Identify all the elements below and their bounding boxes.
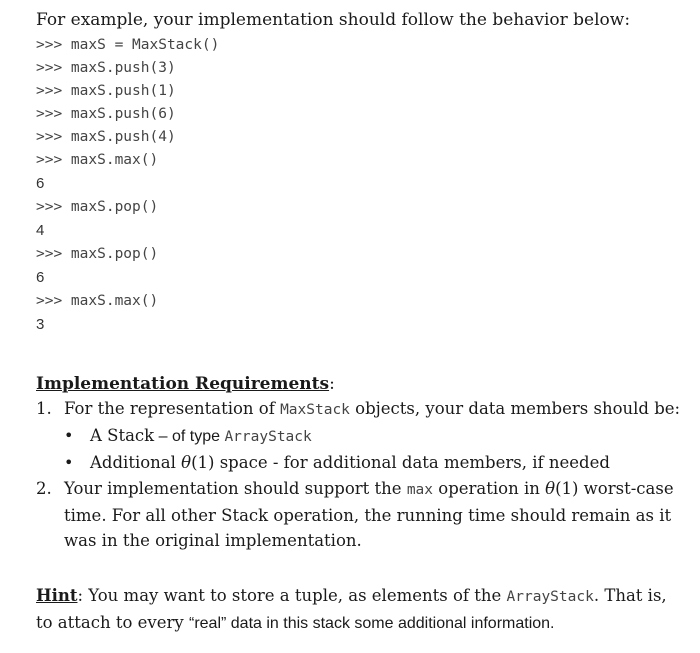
req2-code: max	[406, 482, 434, 498]
requirement-item-2	[36, 476, 686, 553]
hint-paragraph	[36, 583, 686, 636]
console-output: 3	[36, 316, 45, 333]
console-output: 4	[36, 222, 45, 239]
item-number: 1.	[36, 399, 52, 418]
requirement-item-1	[36, 396, 686, 476]
console-line: >>> maxS.pop()	[36, 199, 159, 215]
hint-code: ArrayStack	[506, 589, 594, 605]
requirements-section	[36, 372, 686, 553]
console-line: >>> maxS = MaxStack()	[36, 37, 220, 53]
req2-text-mid: operation in	[433, 479, 546, 498]
req2-text-post: worst-case time. For all other Stack operation, the running time should remain as it was in the original implementation.	[64, 479, 674, 550]
req2-text-pre: Your implementation should support the	[64, 479, 407, 498]
console-line: >>> maxS.push(3)	[36, 60, 176, 76]
intro-text: For example, your implementation should follow the behavior below:	[36, 10, 631, 30]
requirements-colon: :	[329, 374, 335, 394]
hint-text-mid: . That is, to attach to every	[36, 586, 667, 632]
console-line: >>> maxS.max()	[36, 152, 159, 168]
hint-text-pre: : You may want to store a tuple, as elements of the	[77, 586, 507, 605]
bullet-icon: •	[64, 453, 74, 472]
console-line: >>> maxS.push(4)	[36, 129, 176, 145]
sub-code: ArrayStack	[224, 429, 312, 445]
console-line: >>> maxS.push(6)	[36, 106, 176, 122]
console-line: >>> maxS.max()	[36, 293, 159, 309]
req1-sub-item-space	[64, 450, 686, 476]
req1-sub-item-stack	[64, 423, 686, 450]
console-output: 6	[36, 269, 45, 286]
theta-symbol: θ	[545, 479, 556, 498]
theta-arg: (1)	[191, 453, 215, 472]
theta-symbol: θ	[181, 453, 192, 472]
req1-text-post: objects, your data members should be:	[349, 399, 681, 418]
sub-text-serif: A Stack	[90, 426, 155, 445]
console-output: 6	[36, 175, 45, 192]
sub-text-sans: – of type	[154, 428, 225, 445]
console-line: >>> maxS.pop()	[36, 246, 159, 262]
req1-code: MaxStack	[280, 402, 350, 418]
req1-sublist	[64, 423, 686, 476]
document-page	[36, 8, 686, 653]
req1-text-pre: For the representation of	[64, 399, 281, 418]
sub-text-post: space - for additional data members, if needed	[214, 453, 610, 472]
requirements-list	[36, 396, 686, 553]
console-example	[36, 34, 686, 337]
requirements-heading: Implementation Requirements	[36, 374, 330, 394]
sub-text-pre: Additional	[90, 453, 182, 472]
item-number: 2.	[36, 479, 52, 498]
hint-label: Hint	[36, 586, 78, 605]
bullet-icon: •	[64, 426, 74, 445]
console-line: >>> maxS.push(1)	[36, 83, 176, 99]
theta-arg: (1)	[555, 479, 579, 498]
hint-text-sans: “real” data in this stack some additional information.	[188, 615, 555, 632]
